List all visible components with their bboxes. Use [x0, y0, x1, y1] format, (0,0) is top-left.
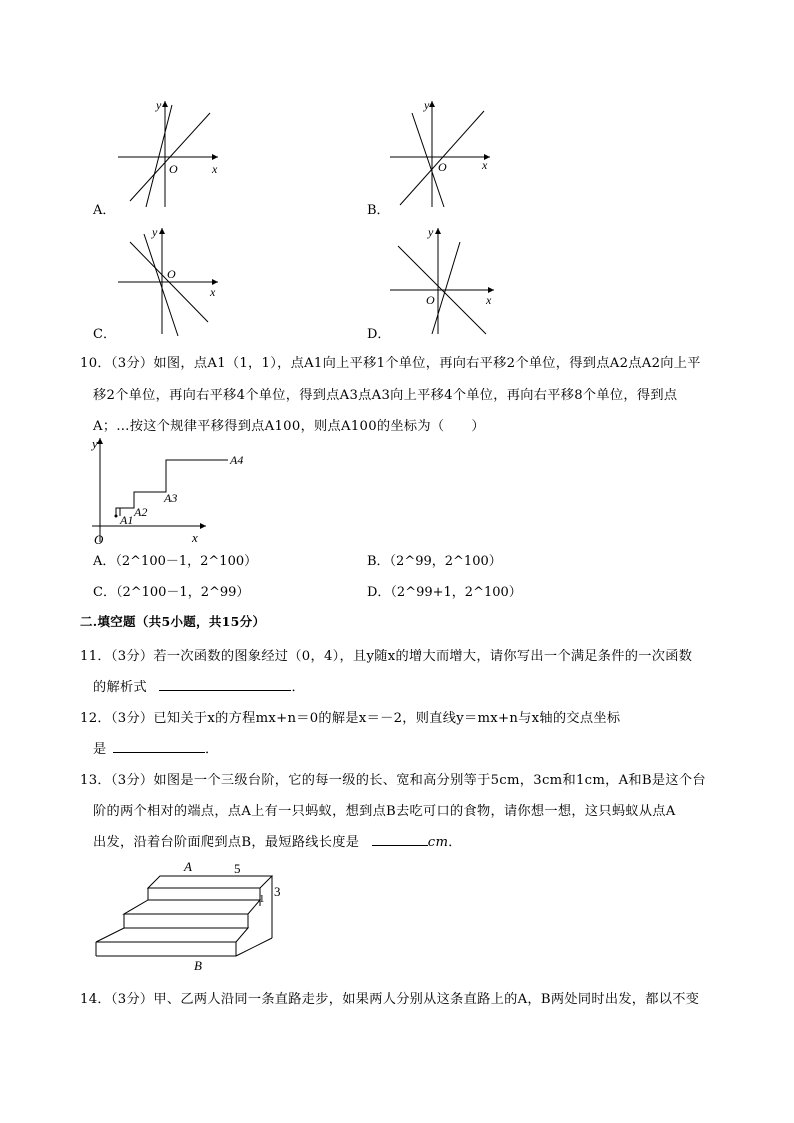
q10-option-d: D．（2^99+1，2^100）: [367, 585, 522, 600]
graph-option-d: [382, 222, 502, 342]
q13-line-3-text: 出发，沿着台阶面爬到点B，最短路线长度是: [93, 835, 360, 850]
origin-label: O: [438, 160, 447, 174]
graph-option-a: [110, 95, 230, 215]
q10-line-1: 10．（3分）如图，点A1（1，1），点A1向上平移1个单位，再向右平移2个单位，得到点A2点A2向上平: [80, 356, 701, 371]
axis-x-label: x: [212, 162, 218, 176]
q13-line-1: 13．（3分）如图是一个三级台阶，它的每一级的长、宽和高分别等于5cm，3cm和1cm，A和B是这个台: [80, 773, 706, 788]
q13-line-2: 阶的两个相对的端点，点A上有一只蚂蚁，想到点B去吃可口的食物，请你想一想，这只蚂蚁从点A: [93, 804, 676, 819]
label-b: B: [194, 958, 202, 973]
q10-figure: [88, 434, 258, 546]
q13-staircase-figure: [88, 856, 300, 976]
fig-y-label: y: [92, 436, 98, 451]
label-a: A: [184, 859, 192, 874]
section-heading: 二.填空题（共5小题，共15分）: [80, 614, 266, 629]
q12-answer-blank[interactable]: [113, 740, 205, 753]
fig-x-label: x: [192, 530, 198, 545]
axis-y-label: y: [156, 98, 162, 112]
q11-line-1: 11．（3分）若一次函数的图象经过（0，4），且y随x的增大而增大，请你写出一个满足条件的一次函数: [80, 649, 693, 664]
q14-line-1: 14．（3分）甲、乙两人沿同一条直路走步，如果两人分别从这条直路上的A，B两处同时出发，都以不变: [80, 992, 700, 1007]
label-a1: A1: [120, 513, 134, 527]
q10-line-3: A；…按这个规律平移得到点A100，则点A100的坐标为（ ）: [93, 419, 485, 434]
q10-line-2: 移2个单位，再向右平移4个单位，得到点A3点A3向上平移4个单位，再向右平移8个单位，得到点: [93, 388, 678, 403]
label-a4: A4: [230, 453, 244, 467]
graph-option-c: [110, 222, 230, 342]
axis-y-label: y: [424, 98, 430, 112]
axis-y-label: y: [152, 225, 158, 239]
fig-origin-label: O: [94, 532, 104, 546]
label-length: 5: [234, 861, 241, 876]
option-b-label: B．: [367, 203, 390, 218]
label-width: 3: [274, 884, 281, 899]
q13-unit: cm: [427, 835, 449, 850]
origin-label: O: [167, 267, 176, 281]
q11-line-2-text: 的解析式: [93, 680, 147, 695]
q10-option-b: B．（2^99，2^100）: [367, 554, 502, 569]
q11-line-2: 的解析式 ．: [93, 680, 305, 695]
axis-x-label: x: [210, 285, 216, 299]
q10-option-a: A．（2^100－1，2^100）: [93, 554, 258, 569]
axis-y-label: y: [428, 225, 434, 239]
origin-label: O: [426, 293, 435, 307]
origin-label: O: [169, 162, 178, 176]
label-a2: A2: [134, 505, 148, 519]
axis-x-label: x: [486, 293, 492, 307]
axis-x-label: x: [482, 158, 488, 172]
label-a3: A3: [164, 491, 178, 505]
option-d-label: D．: [367, 327, 391, 342]
q12-line-2-text: 是: [93, 742, 107, 757]
q13-line-3: 出发，沿着台阶面爬到点B，最短路线长度是 cm．: [93, 835, 462, 850]
option-c-label: C．: [93, 327, 116, 342]
graph-option-b: [382, 95, 502, 215]
label-height: 1: [259, 893, 265, 905]
option-a-label: A．: [93, 203, 116, 218]
q13-answer-blank[interactable]: [372, 833, 428, 846]
q12-line-1: 12．（3分）已知关于x的方程mx+n＝0的解是x＝－2，则直线y＝mx+n与x轴的交点坐标: [80, 711, 621, 726]
q12-line-2: 是 ．: [93, 742, 219, 757]
q10-option-c: C．（2^100－1，2^99）: [93, 585, 250, 600]
q11-answer-blank[interactable]: [159, 678, 291, 691]
